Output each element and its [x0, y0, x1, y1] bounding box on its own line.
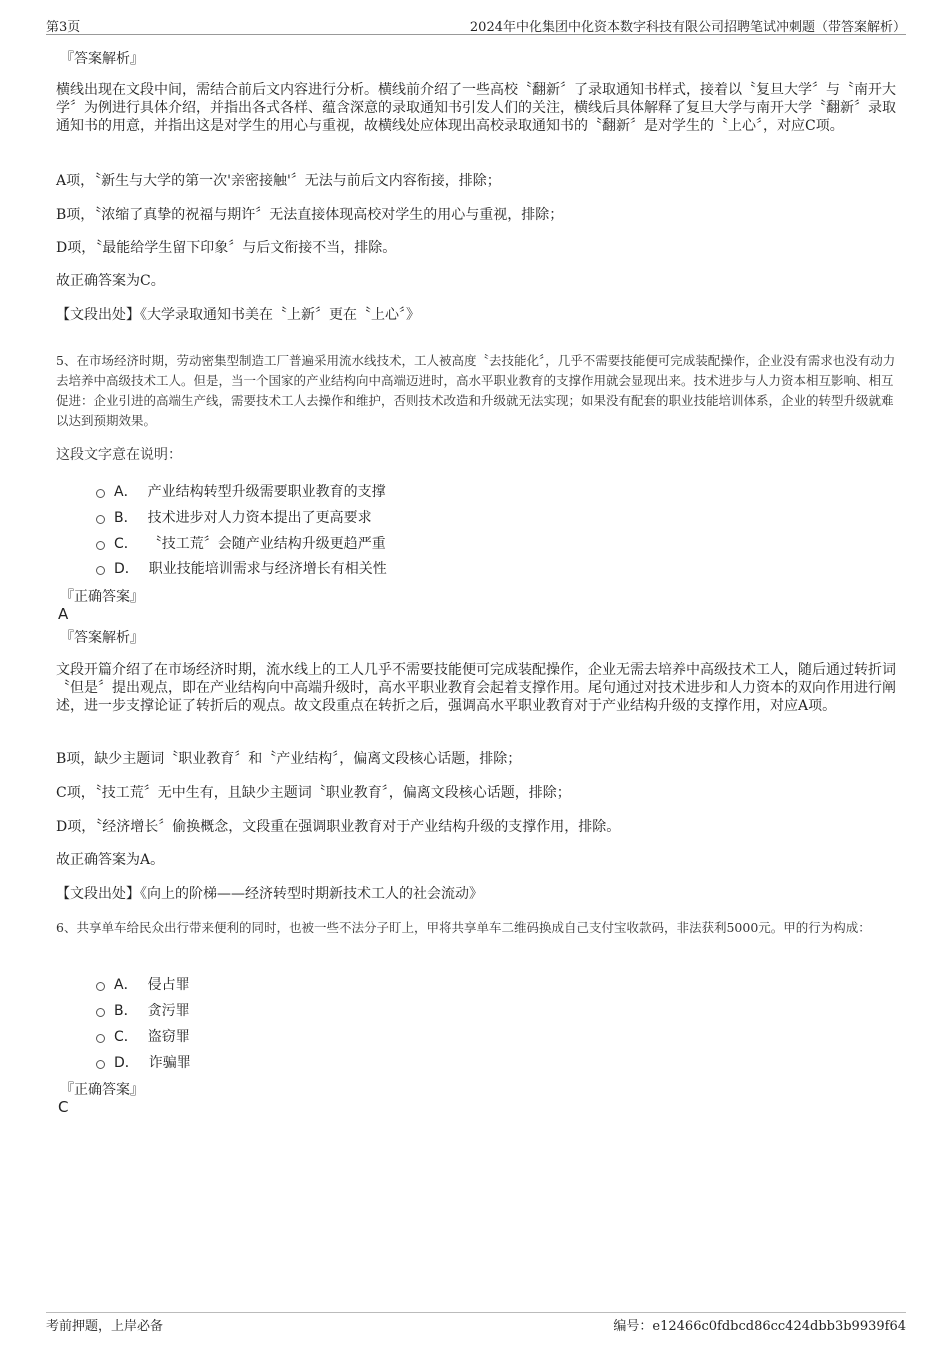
question-6-option-c[interactable]: C． 盗窃罪 — [96, 1026, 190, 1046]
analysis-item-d: D项，〝经济增长〞偷换概念，文段重在强调职业教育对于产业结构升级的支撑作用，排除。 — [56, 819, 621, 835]
question-5-option-d[interactable]: D． 职业技能培训需求与经济增长有相关性 — [96, 558, 387, 578]
correct-answer-label: 『正确答案』 — [60, 1082, 144, 1098]
correct-answer-label: 『正确答案』 — [60, 589, 144, 605]
analysis-text: 文段开篇介绍了在市场经济时期，流水线上的工人几乎不需要技能便可完成装配操作，企业无需去培养中高级技术工人，随后通过转折词〝但是〞提出观点，即在产业结构向中高端升级时，高水平职业教育会起着支撑作用。尾句通过对技术进步和人力资本的双向作用进行阐述，进一步支撑论证了转折后的观点。故文段重点在转折之后，强调高水平职业教育对于产业结构升级的支撑作用，对应A项。 — [56, 662, 896, 714]
text-source: 【文段出处】《向上的阶梯——经济转型时期新技术工人的社会流动》 — [56, 886, 483, 902]
question-5-prompt: 这段文字意在说明： — [56, 447, 182, 463]
analysis-text: 横线出现在文段中间，需结合前后文内容进行分析。横线前介绍了一些高校〝翻新〞了录取通知书样式，接着以〝复旦大学〞与〝南开大学〞为例进行具体介绍，并指出各式各样、蕴含深意的录取通知书引发人们的关注，横线后具体解释了复旦大学与南开大学〝翻新〞录取通知书的用意，并指出这是对学生的用心与重视，故横线处应体现出高校录取通知书的〝翻新〞是对学生的〝上心〞，对应C项。 — [56, 82, 896, 134]
radio-icon[interactable] — [96, 566, 105, 575]
radio-icon[interactable] — [96, 515, 105, 524]
analysis-label: 『答案解析』 — [60, 51, 144, 67]
page-footer — [46, 1312, 906, 1337]
radio-icon[interactable] — [96, 982, 105, 991]
radio-icon[interactable] — [96, 541, 105, 550]
radio-icon[interactable] — [96, 1060, 105, 1069]
question-5-option-b[interactable]: B． 技术进步对人力资本提出了更高要求 — [96, 507, 372, 527]
analysis-label: 『答案解析』 — [60, 630, 144, 646]
analysis-item-b: B项，〝浓缩了真挚的祝福与期许〞无法直接体现高校对学生的用心与重视，排除； — [56, 207, 564, 223]
page-number: 第3页 — [46, 20, 81, 35]
question-5-stem: 5、在市场经济时期，劳动密集型制造工厂普遍采用流水线技术，工人被高度〝去技能化〞，几乎不需要技能便可完成装配操作，企业没有需求也没有动力去培养中高级技术工人。但是，当一个国家的产业结构向中高端迈进时，高水平职业教育的支撑作用就会显现出来。技术进步与人力资本相互影响、相互促进：企业引进的高端生产线，需要技术工人去操作和维护，否则技术改造和升级就无法实现；如果没有配套的职业技能培训体系，企业的转型升级就难以达到预期效果。 — [56, 353, 896, 428]
radio-icon[interactable] — [96, 1034, 105, 1043]
radio-icon[interactable] — [96, 1008, 105, 1017]
correct-answer: A — [58, 605, 69, 623]
question-5-option-a[interactable]: A． 产业结构转型升级需要职业教育的支撑 — [96, 481, 386, 501]
question-5-option-c[interactable]: C． 〝技工荒〞会随产业结构升级更趋严重 — [96, 533, 386, 553]
page-header — [46, 14, 906, 35]
analysis-conclusion: 故正确答案为C。 — [56, 273, 165, 289]
analysis-item-d: D项，〝最能给学生留下印象〞与后文衔接不当，排除。 — [56, 240, 397, 256]
document-title: 2024年中化集团中化资本数字科技有限公司招聘笔试冲刺题（带答案解析） — [469, 20, 906, 35]
radio-icon[interactable] — [96, 489, 105, 498]
text-source: 【文段出处】《大学录取通知书美在〝上新〞更在〝上心〞》 — [56, 307, 420, 323]
question-6-option-a[interactable]: A． 侵占罪 — [96, 974, 190, 994]
document-code: 编号：e12466c0fdbcd86cc424dbb3b9939f64 — [613, 1319, 906, 1334]
question-6-stem: 6、共享单车给民众出行带来便利的同时，也被一些不法分子盯上，甲将共享单车二维码换成自己支付宝收款码，非法获利5000元。甲的行为构成： — [56, 920, 871, 935]
analysis-item-a: A项，〝新生与大学的第一次'亲密接触'〞无法与前后文内容衔接，排除； — [56, 173, 501, 189]
analysis-conclusion: 故正确答案为A。 — [56, 852, 165, 868]
analysis-item-c: C项，〝技工荒〞无中生有，且缺少主题词〝职业教育〞，偏离文段核心话题，排除； — [56, 785, 571, 801]
question-6-option-b[interactable]: B． 贪污罪 — [96, 1000, 190, 1020]
question-6-option-d[interactable]: D． 诈骗罪 — [96, 1052, 191, 1072]
correct-answer: C — [58, 1098, 69, 1116]
analysis-item-b: B项，缺少主题词〝职业教育〞和〝产业结构〞，偏离文段核心话题，排除； — [56, 751, 522, 767]
footer-slogan: 考前押题，上岸必备 — [46, 1319, 164, 1334]
